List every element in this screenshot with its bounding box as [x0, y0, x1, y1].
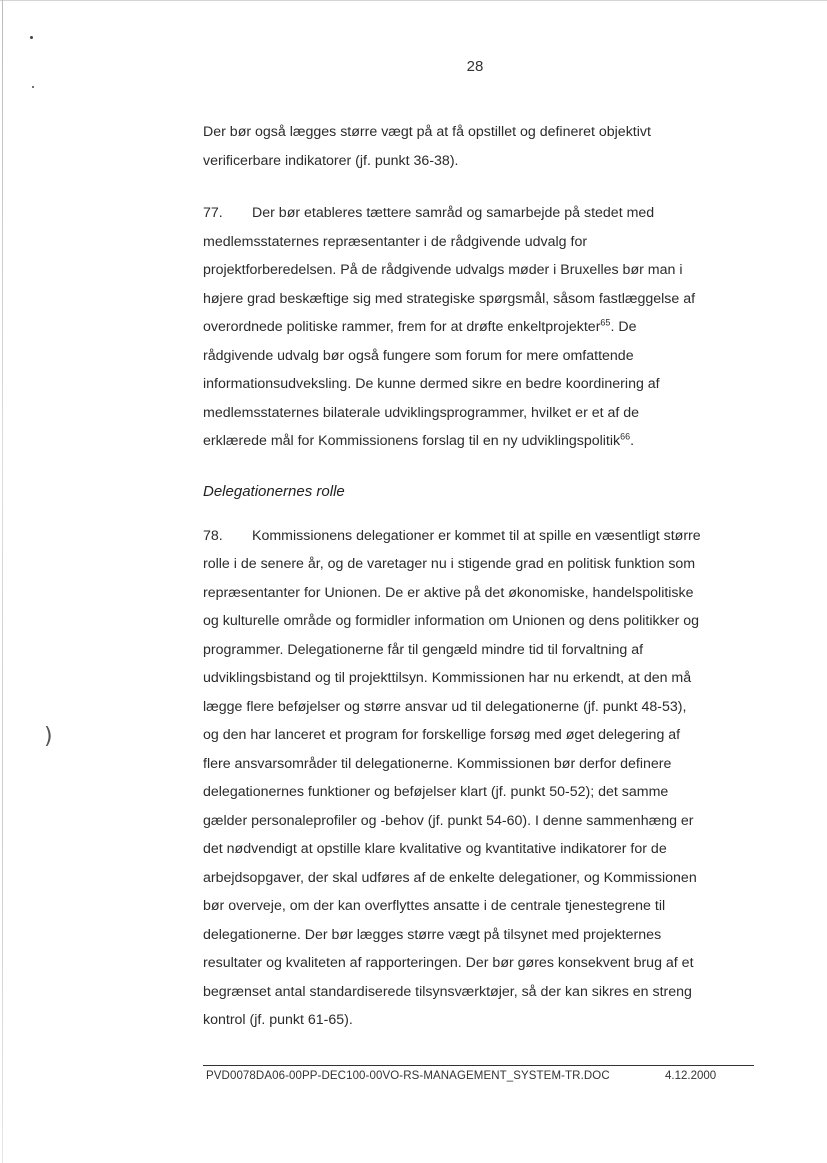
text-line: verificerbare indikatorer (jf. punkt 36-38).: [203, 152, 459, 169]
text-line: medlemsstaternes bilaterale udviklingsprogrammer, hvilket er et af de: [203, 404, 640, 421]
text-line: flere ansvarsområder til delegationerne. Kommissionen bør derfor definere: [203, 755, 672, 772]
paragraph-77: [203, 199, 755, 456]
text-line: delegationerne. Der bør lægges større vægt på tilsynet med projekternes: [203, 926, 662, 943]
text-line: Der bør også lægges større vægt på at få opstillet og defineret objektivt: [203, 124, 651, 140]
text-line-with-footnote: [203, 313, 755, 342]
section-heading: Delegationernes rolle: [203, 482, 345, 500]
paragraph-number: 77.: [203, 205, 223, 221]
paragraph-intro: [203, 118, 755, 175]
text-line: Kommissionens delegationer er kommet til at spille en væsentligt større: [252, 527, 701, 544]
text-line: og kulturelle område og formidler information om Unionen og dens politikker og: [203, 613, 700, 629]
text-line: programmer. Delegationerne får til gengæld mindre tid til forvaltning af: [203, 641, 644, 658]
text-line: projektforberedelsen. På de rådgivende udvalgs møder i Bruxelles bør man i: [203, 262, 683, 278]
text-line: kontrol (jf. punkt 61-65).: [203, 1012, 353, 1028]
paragraph-first-line: [203, 522, 755, 551]
text-line-with-footnote: [203, 427, 755, 456]
text-fragment: . De: [610, 319, 637, 335]
scan-speck: [32, 86, 34, 88]
text-fragment: .: [630, 433, 635, 449]
text-line: og den har lanceret et program for forskellige forsøg med øget delegering af: [203, 727, 681, 743]
text-line: informationsudveksling. De kunne dermed sikre en bedre koordinering af: [203, 376, 660, 392]
text-line: bør overveje, om der kan overflyttes ansatte i de centrale tjenestegrene til: [203, 898, 666, 914]
text-line: rolle i de senere år, og de varetager nu i stigende grad en politisk funktion som: [203, 556, 696, 572]
text-line: højere grad beskæftige sig med strategiske spørgsmål, såsom fastlæggelse af: [203, 290, 696, 307]
text-line: det nødvendigt at opstille klare kvalitative og kvantitative indikatorer for de: [203, 841, 667, 857]
text-line: medlemsstaternes repræsentanter i de rådgivende udvalg for: [203, 233, 588, 250]
paragraph-number: 78.: [203, 527, 223, 544]
scan-edge-top: [0, 0, 827, 1]
footer-date: 4.12.2000: [665, 1070, 717, 1082]
document-body: [203, 118, 755, 1035]
footer-document-ref: PVD0078DA06-00PP-DEC100-00VO-RS-MANAGEMENT_SYSTEM-TR.DOC: [206, 1070, 610, 1082]
text-line: repræsentanter for Unionen. De er aktive på det økonomiske, handelspolitiske: [203, 584, 694, 601]
footnote-ref: 66: [620, 431, 631, 442]
footnote-ref: 65: [600, 317, 611, 328]
text-line: begrænset antal standardiserede tilsynsværktøjer, så der kan sikres en streng: [203, 983, 692, 1000]
text-line: arbejdsopgaver, der skal udføres af de enkelte delegationer, og Kommissionen: [203, 869, 697, 886]
footer-rule: [203, 1065, 754, 1066]
scan-speck: [30, 36, 33, 39]
text-line: lægge flere beføjelser og større ansvar ud til delegationerne (jf. punkt 48-53),: [203, 698, 687, 715]
paragraph-first-line: [203, 199, 755, 228]
scan-paren-mark: ): [44, 724, 53, 749]
page-number: 28: [466, 58, 484, 75]
scan-edge-left: [2, 0, 3, 1163]
text-line: rådgivende udvalg bør også fungere som forum for mere omfattende: [203, 347, 634, 364]
text-line: udviklingsbistand og til projekttilsyn. Kommissionen har nu erkendt, at den må: [203, 670, 692, 686]
text-fragment: erklærede mål for Kommissionens forslag til en ny udviklingspolitik: [203, 433, 621, 449]
paragraph-78: [203, 522, 755, 1035]
text-fragment: overordnede politiske rammer, frem for at drøfte enkeltprojekter: [203, 319, 601, 335]
text-line: Der bør etableres tættere samråd og samarbejde på stedet med: [252, 205, 655, 221]
text-line: delegationernes funktioner og beføjelser klart (jf. punkt 50-52); det samme: [203, 784, 669, 800]
text-line: resultater og kvaliteten af rapporteringen. Der bør gøres konsekvent brug af et: [203, 955, 694, 971]
text-line: gælder personaleprofiler og -behov (jf. punkt 54-60). I denne sammenhæng er: [203, 812, 694, 829]
